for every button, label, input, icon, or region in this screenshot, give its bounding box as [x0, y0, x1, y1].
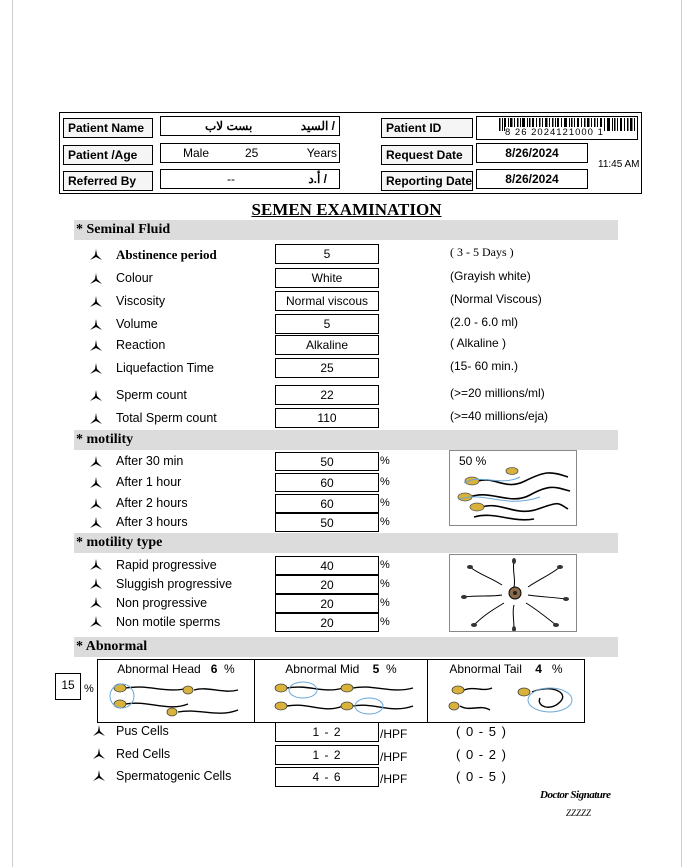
seminal-row-value: 5 [275, 244, 379, 264]
motility-type-row-label: Non progressive [116, 596, 208, 610]
cell-row-reference: ( 0 - 5 ) [456, 769, 507, 784]
abnormal-head-cell [98, 660, 255, 722]
cell-row-reference: ( 0 - 2 ) [456, 747, 507, 762]
tri-star-bullet-icon [89, 339, 103, 353]
barcode-text: 8 26 2024121000 1 [505, 127, 604, 138]
referred-by-prefix: أ.د / [308, 172, 327, 186]
tri-star-bullet-icon [89, 455, 103, 469]
abnormal-morphology-table [97, 659, 585, 723]
tri-star-bullet-icon [89, 295, 103, 309]
motility-sperm-image [449, 450, 577, 526]
abnormal-head-unit: % [224, 662, 235, 676]
motility-row-unit: % [380, 516, 390, 528]
tri-star-bullet-icon [89, 272, 103, 286]
motility-type-row-unit: % [380, 559, 390, 571]
tri-star-bullet-icon [89, 596, 103, 610]
motility-row-value: 50 [275, 452, 379, 471]
seminal-row-reference: (>=20 millions/ml) [450, 386, 545, 400]
motility-type-row-unit: % [380, 578, 390, 590]
abnormal-total-value: 15 [55, 673, 81, 700]
motility-row-label: After 3 hours [116, 515, 188, 529]
seminal-row-reference: ( 3 - 5 Days ) [450, 245, 514, 259]
motility-type-row-label: Rapid progressive [116, 558, 217, 572]
motility-image-label: 50 % [459, 454, 487, 468]
abnormal-tail-value: 4 [535, 662, 542, 676]
abnormal-tail-unit: % [551, 662, 563, 676]
cell-row-label: Spermatogenic Cells [116, 769, 232, 783]
motility-type-row-unit: % [380, 616, 390, 628]
seminal-row-label: Viscosity [116, 294, 166, 308]
patient-name-field [160, 116, 340, 136]
motility-row-label: After 2 hours [116, 496, 188, 510]
tri-star-bullet-icon [89, 389, 103, 403]
tri-star-bullet-icon [89, 558, 103, 572]
reporting-date-label: Reporting Date [381, 171, 473, 191]
seminal-row-label: Sperm count [116, 388, 187, 402]
patient-name-prefix: السيد / [300, 119, 335, 133]
seminal-row-reference: (2.0 - 6.0 ml) [450, 315, 519, 329]
cell-row-value: 4 - 6 [275, 767, 379, 787]
patient-name-value: بست لاب [205, 119, 253, 133]
abnormal-head-illustration [108, 678, 248, 720]
seminal-row-value: Normal viscous [275, 291, 379, 311]
cell-row-unit: /HPF [380, 772, 408, 786]
tri-star-bullet-icon [92, 769, 106, 783]
tri-star-bullet-icon [89, 497, 103, 511]
seminal-row-value: White [275, 268, 379, 288]
seminal-row-label: Abstinence period [116, 247, 217, 262]
abnormal-tail-header [428, 662, 584, 676]
tri-star-bullet-icon [92, 724, 106, 738]
section-motility: * motility [74, 430, 618, 450]
referred-by-label: Referred By [63, 171, 153, 191]
abnormal-mid-value: 5 [372, 662, 380, 676]
request-date-value: 8/26/2024 [476, 143, 588, 163]
seminal-row-label: Total Sperm count [116, 411, 217, 425]
tri-star-bullet-icon [89, 516, 103, 530]
referred-by-value: -- [227, 172, 235, 186]
patient-id-label: Patient ID [381, 118, 473, 138]
motility-type-row-value: 20 [275, 575, 379, 594]
section-abnormal: * Abnormal [74, 637, 618, 657]
tri-star-bullet-icon [89, 412, 103, 426]
cell-row-unit: /HPF [380, 727, 408, 741]
motility-row-unit: % [380, 455, 390, 467]
abnormal-tail-label: Abnormal Tail [449, 662, 522, 676]
motility-type-row-value: 20 [275, 613, 379, 632]
patient-sex: Male [183, 146, 210, 160]
motility-row-unit: % [380, 476, 390, 488]
page-title-text: SEMEN EXAMINATION [251, 200, 442, 219]
tri-star-bullet-icon [89, 248, 103, 262]
motility-row-value: 50 [275, 513, 379, 532]
motility-row-value: 60 [275, 473, 379, 492]
cell-row-label: Red Cells [116, 747, 171, 761]
report-time: 11:45 AM [598, 159, 640, 170]
section-seminal-fluid: * Seminal Fluid [74, 220, 618, 240]
doctor-signature-name: ZZZZZ [566, 808, 592, 818]
abnormal-mid-label: Abnormal Mid [285, 662, 360, 676]
seminal-row-label: Reaction [116, 338, 166, 352]
seminal-row-reference: (Normal Viscous) [450, 292, 542, 306]
abnormal-mid-header [255, 662, 427, 676]
abnormal-head-value: 6 [210, 662, 218, 676]
motility-type-row-value: 20 [275, 594, 379, 613]
seminal-row-label: Colour [116, 271, 153, 285]
motility-type-row-value: 40 [275, 556, 379, 575]
seminal-row-value: Alkaline [275, 335, 379, 355]
motility-type-row-label: Sluggish progressive [116, 577, 233, 591]
cell-row-label: Pus Cells [116, 724, 169, 738]
patient-age: 25 [245, 146, 259, 160]
seminal-row-value: 22 [275, 385, 379, 405]
seminal-row-reference: (15- 60 min.) [450, 359, 519, 373]
motility-type-row-unit: % [380, 597, 390, 609]
motility-row-label: After 30 min [116, 454, 184, 468]
patient-age-field [160, 143, 340, 163]
seminal-row-value: 25 [275, 358, 379, 378]
radial-sperm-illustration [450, 555, 577, 632]
seminal-row-value: 110 [275, 408, 379, 428]
reporting-date-value: 8/26/2024 [476, 169, 588, 189]
tri-star-bullet-icon [89, 476, 103, 490]
referred-by-field [160, 169, 340, 189]
abnormal-head-header [98, 662, 254, 676]
tri-star-bullet-icon [89, 318, 103, 332]
seminal-row-label: Volume [116, 317, 158, 331]
barcode [476, 116, 638, 140]
cell-row-value: 1 - 2 [275, 722, 379, 742]
sperm-illustration [450, 451, 577, 526]
seminal-row-reference: (Grayish white) [450, 269, 531, 283]
motility-row-label: After 1 hour [116, 475, 182, 489]
motility-type-image [449, 554, 577, 632]
motility-type-row-label: Non motile sperms [116, 615, 221, 629]
page-title [0, 200, 693, 220]
seminal-row-reference: ( Alkaline ) [450, 336, 507, 350]
cell-row-reference: ( 0 - 5 ) [456, 724, 507, 739]
abnormal-tail-cell [428, 660, 584, 722]
motility-row-value: 60 [275, 494, 379, 513]
seminal-row-value: 5 [275, 314, 379, 334]
cell-row-value: 1 - 2 [275, 745, 379, 765]
patient-name-label: Patient Name [63, 118, 153, 138]
section-motility-type: * motility type [74, 533, 618, 553]
abnormal-mid-cell [255, 660, 428, 722]
tri-star-bullet-icon [89, 615, 103, 629]
patient-age-label: Patient /Age [63, 145, 153, 165]
tri-star-bullet-icon [89, 362, 103, 376]
doctor-signature-label: Doctor Signature [540, 789, 611, 801]
tri-star-bullet-icon [92, 747, 106, 761]
abnormal-mid-unit: % [386, 662, 397, 676]
abnormal-total-unit: % [84, 683, 94, 695]
patient-age-unit: Years [306, 146, 337, 160]
motility-row-unit: % [380, 497, 390, 509]
cell-row-unit: /HPF [380, 750, 408, 764]
seminal-row-reference: (>=40 millions/eja) [450, 409, 549, 423]
abnormal-tail-illustration [440, 678, 580, 720]
abnormal-head-label: Abnormal Head [117, 662, 201, 676]
seminal-row-label: Liquefaction Time [116, 361, 214, 375]
request-date-label: Request Date [381, 145, 473, 165]
tri-star-bullet-icon [89, 577, 103, 591]
abnormal-mid-illustration [273, 678, 418, 720]
